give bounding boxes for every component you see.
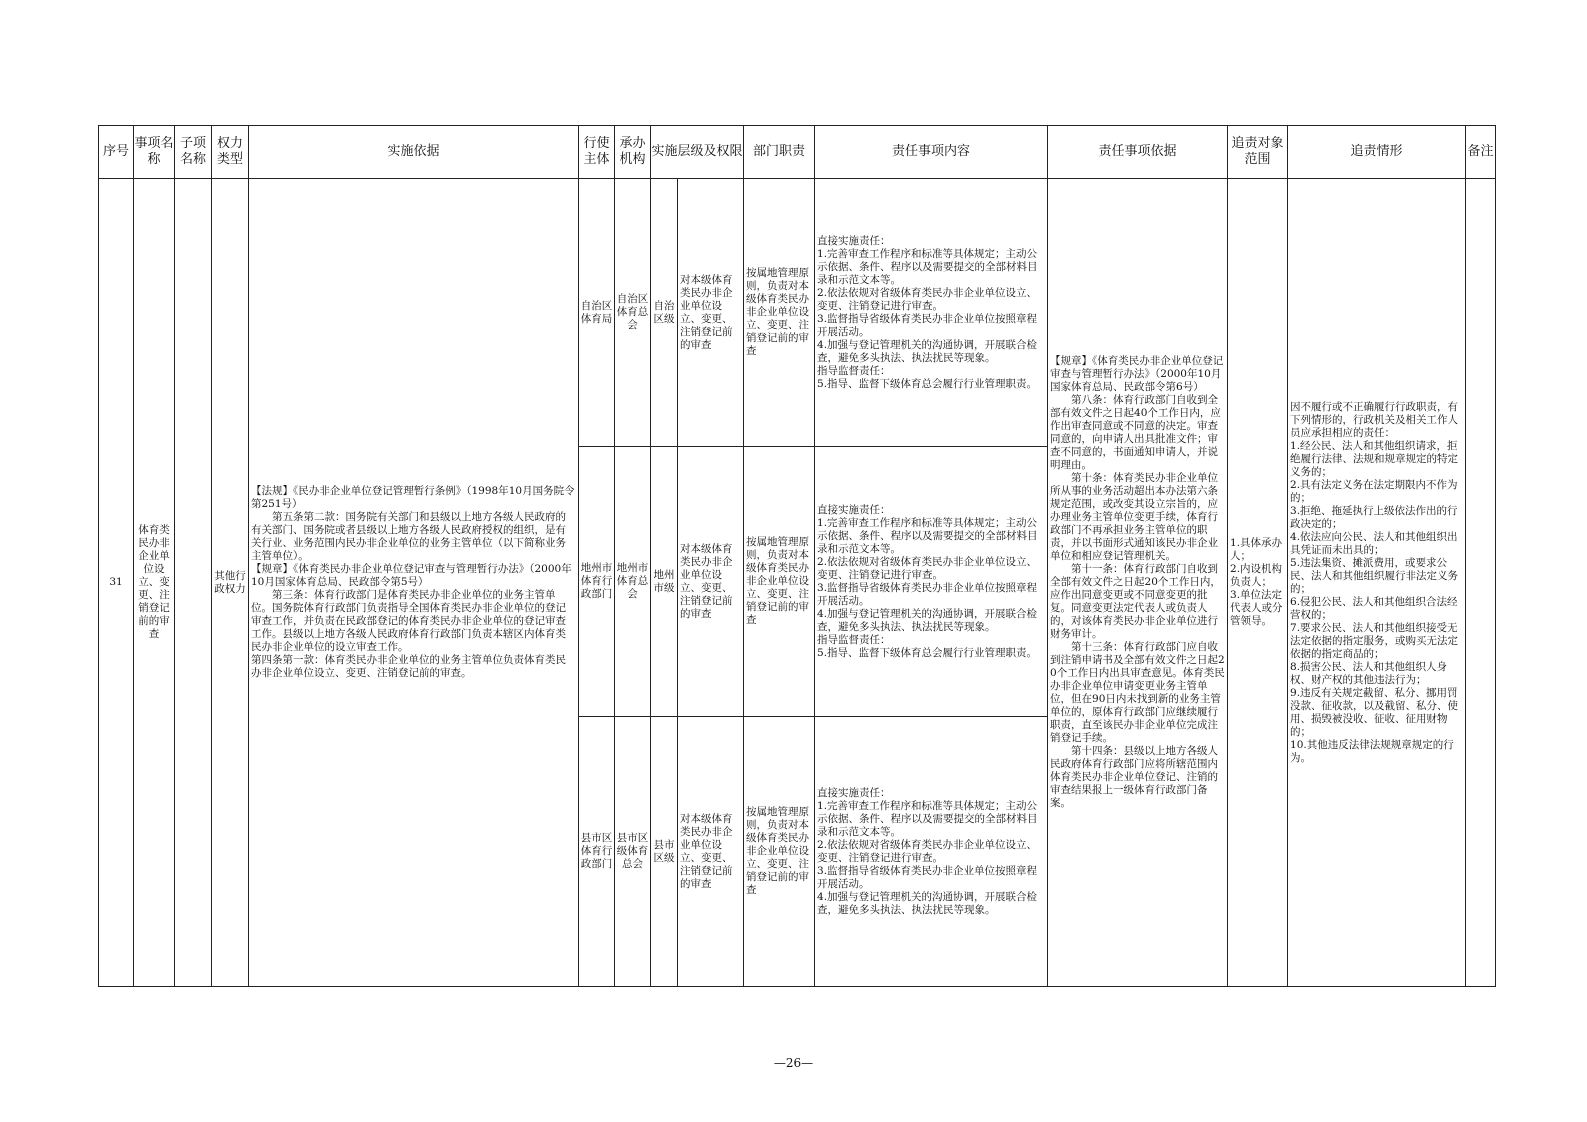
cell-level: 县市区级: [651, 717, 678, 987]
header-item-name: 事项名称: [134, 126, 175, 179]
cell-authority: 对本级体育类民办非企业单位设立、变更、注销登记前的审查: [678, 179, 744, 447]
cell-dept-duty: 按属地管理原则，负责对本级体育类民办非企业单位设立、变更、注销登记前的审查: [744, 717, 815, 987]
cell-seq: 31: [99, 179, 134, 987]
cell-dept-duty: 按属地管理原则，负责对本级体育类民办非企业单位设立、变更、注销登记前的审查: [744, 179, 815, 447]
cell-authority: 对本级体育类民办非企业单位设立、变更、注销登记前的审查: [678, 447, 744, 717]
cell-basis: 【法规】《民办非企业单位登记管理暂行条例》（1998年10月国务院令第251号） 第五条第二款：国务院有关部门和县级以上地方各级人民政府的有关部门、国务院或者县级以上地方各级人民政府授权的组织，是有关行业、业务范围内民办非企业单位的业务主管单位（以下简称业务主管单位）。 【规章】《体育类民办非企业单位登记审查与管理暂行办法》（2000年10月国家体育总局、民政部令第5号） 第三条：体育行政部门是体育类民办非企业单位的业务主管单位。国务院体育行政部门负责指导全国体育类民办非企业单位的登记审查工作，并负责在民政部登记的体育类民办非企业单位的登记审查工作。县级以上地方各级人民政府体育行政部门负责本辖区内体育类民办非企业单位的设立审查工作。 第四条第一款：体育类民办非企业单位的业务主管单位负责体育类民办非企业单位设立、变更、注销登记前的审查。: [249, 179, 579, 987]
header-basis: 实施依据: [249, 126, 579, 179]
cell-duty-content: 直接实施责任： 1.完善审查工作程序和标准等具体规定；主动公示依据、条件、程序以及需要提交的全部材料目录和示范文本等。 2.依法依规对省级体育类民办非企业单位设立、变更、注销登记进行审查。 3.监督指导省级体育类民办非企业单位按照章程开展活动。 4.加强与登记管理机关的沟通协调，开展联合检查，避免多头执法、执法扰民等现象。: [815, 717, 1048, 987]
cell-duty-content: 直接实施责任： 1.完善审查工作程序和标准等具体规定；主动公示依据、条件、程序以及需要提交的全部材料目录和示范文本等。 2.依法依规对省级体育类民办非企业单位设立、变更、注销登记进行审查。 3.监督指导省级体育类民办非企业单位按照章程开展活动。 4.加强与登记管理机关的沟通协调，开展联合检查，避免多头执法、执法扰民等现象。 指导监督责任： 5.指导、监督下级体育总会履行行业管理职责。: [815, 447, 1048, 717]
cell-authority: 对本级体育类民办非企业单位设立、变更、注销登记前的审查: [678, 717, 744, 987]
header-seq: 序号: [99, 126, 134, 179]
header-remark: 备注: [1466, 126, 1496, 179]
header-duty-basis: 责任事项依据: [1048, 126, 1228, 179]
header-sub-name: 子项名称: [175, 126, 212, 179]
header-row: [99, 126, 1496, 179]
header-subject: 行使主体: [579, 126, 615, 179]
cell-duty-basis: 【规章】《体育类民办非企业单位登记审查与管理暂行办法》（2000年10月国家体育总局、民政部令第6号） 第八条：体育行政部门自收到全部有效文件之日起40个工作日内，应作出审查同意或不同意的决定。审查同意的，向申请人出具批准文件；审查不同意的，书面通知申请人，并说明理由。 第十条：体育类民办非企业单位所从事的业务活动超出本办法第六条规定范围，或改变其设立宗旨的，应办理业务主管单位变更手续，体育行政部门不再承担业务主管单位的职责，并以书面形式通知该民办非企业单位和相应登记管理机关。 第十一条：体育行政部门自收到全部有效文件之日起20个工作日内，应作出同意变更或不同意变更的批复。同意变更法定代表人或负责人的，对该体育类民办非企业单位进行财务审计。 第十三条：体育行政部门应自收到注销申请书及全部有效文件之日起20个工作日内出具审查意见。体育类民办非企业单位申请变更业务主管单位，但在90日内未找到新的业务主管单位的，原体育行政部门应继续履行职责，直至该民办非企业单位完成注销登记手续。 第十四条：县级以上地方各级人民政府体育行政部门应将所辖范围内体育类民办非企业单位登记、注销的审查结果报上一级体育行政部门备案。: [1048, 179, 1228, 987]
cell-situations: 因不履行或不正确履行行政职责，有下列情形的，行政机关及相关工作人员应承担相应的责任： 1.经公民、法人和其他组织请求，拒绝履行法律、法规和规章规定的特定义务的； 2.具有法定义务在法定期限内不作为的； 3.拒绝、拖延执行上级依法作出的行政决定的； 4.依法应向公民、法人和其他组织出具凭证而未出具的； 5.违法集资、摊派费用，或要求公民、法人和其他组织履行非法定义务的； 6.侵犯公民、法人和其他组织合法经营权的； 7.要求公民、法人和其他组织接受无法定依据的指定服务，或购买无法定依据的指定商品的； 8.损害公民、法人和其他组织人身权、财产权的其他违法行为； 9.违反有关规定截留、私分、挪用罚没款、征收款，以及截留、私分、使用、损毁被没收、征收、征用财物的； 10.其他违反法律法规规章规定的行为。: [1288, 179, 1466, 987]
header-level: 实施层级及权限: [651, 126, 744, 179]
cell-item-name: 体育类民办非企业单位设立、变更、注销登记前的审查: [134, 179, 175, 987]
cell-agency: 地州市体育总会: [615, 447, 651, 717]
cell-accountable: 1.具体承办人； 2.内设机构负责人； 3.单位法定代表人或分管领导。: [1228, 179, 1288, 987]
header-dept-duty: 部门职责: [744, 126, 815, 179]
responsibility-table: [98, 125, 1496, 987]
cell-subject: 自治区体育局: [579, 179, 615, 447]
cell-remark: [1466, 179, 1496, 987]
header-duty-content: 责任事项内容: [815, 126, 1048, 179]
cell-level: 地州市级: [651, 447, 678, 717]
cell-sub-name: [175, 179, 212, 987]
header-situations: 追责情形: [1288, 126, 1466, 179]
cell-agency: 县市区级体育总会: [615, 717, 651, 987]
header-agency: 承办机构: [615, 126, 651, 179]
cell-subject: 县市区体育行政部门: [579, 717, 615, 987]
cell-agency: 自治区体育总会: [615, 179, 651, 447]
page-number: —26—: [773, 1056, 814, 1070]
header-power-type: 权力类型: [212, 126, 249, 179]
header-accountable: 追责对象范围: [1228, 126, 1288, 179]
cell-power-type: 其他行政权力: [212, 179, 249, 987]
cell-subject: 地州市体育行政部门: [579, 447, 615, 717]
table-row: [99, 179, 1496, 447]
cell-level: 自治区级: [651, 179, 678, 447]
cell-dept-duty: 按属地管理原则，负责对本级体育类民办非企业单位设立、变更、注销登记前的审查: [744, 447, 815, 717]
cell-duty-content: 直接实施责任： 1.完善审查工作程序和标准等具体规定；主动公示依据、条件、程序以及需要提交的全部材料目录和示范文本等。 2.依法依规对省级体育类民办非企业单位设立、变更、注销登记进行审查。 3.监督指导省级体育类民办非企业单位按照章程开展活动。 4.加强与登记管理机关的沟通协调，开展联合检查，避免多头执法、执法扰民等现象。 指导监督责任： 5.指导、监督下级体育总会履行行业管理职责。: [815, 179, 1048, 447]
